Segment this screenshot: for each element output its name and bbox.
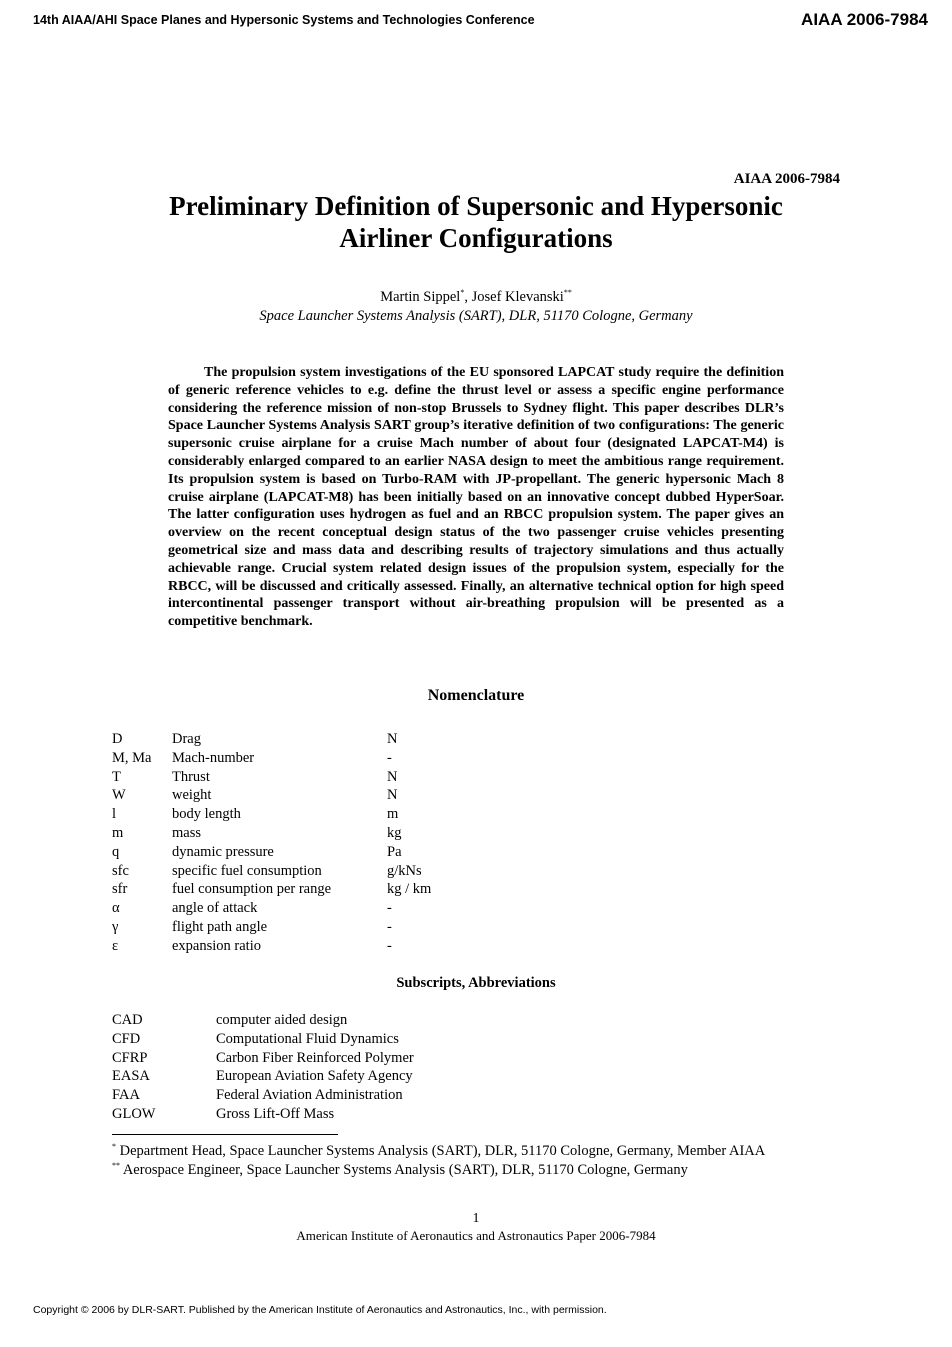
nomenclature-description: angle of attack bbox=[172, 900, 258, 917]
abbreviation-key: CFRP bbox=[112, 1049, 148, 1066]
nomenclature-description: expansion ratio bbox=[172, 937, 261, 954]
nomenclature-description: specific fuel consumption bbox=[172, 862, 322, 879]
copyright-notice: Copyright © 2006 by DLR-SART. Published by the American Institute of Aeronautics and Astronautics, Inc., with permission. bbox=[33, 1304, 607, 1316]
nomenclature-description: fuel consumption per range bbox=[172, 881, 332, 898]
nomenclature-row bbox=[112, 863, 712, 882]
page-number: 1 bbox=[472, 1211, 480, 1226]
nomenclature-unit: N bbox=[387, 731, 398, 747]
author-footnote-mark: ** bbox=[563, 288, 572, 297]
nomenclature-unit: - bbox=[387, 749, 392, 766]
abbreviation-row bbox=[112, 1068, 712, 1087]
footnote-text: Aerospace Engineer, Space Launcher Systems Analysis (SART), DLR, 51170 Cologne, Germany bbox=[122, 1161, 688, 1178]
abbreviation-meaning: Carbon Fiber Reinforced Polymer bbox=[216, 1049, 414, 1066]
nomenclature-unit: - bbox=[387, 937, 392, 954]
abbreviation-row bbox=[112, 1087, 712, 1106]
nomenclature-description: flight path angle bbox=[172, 919, 268, 935]
conference-header: 14th AIAA/AHI Space Planes and Hypersonic Systems and Technologies Conference bbox=[33, 13, 535, 27]
nomenclature-row bbox=[112, 787, 712, 806]
title-line-1: Preliminary Definition of Supersonic and Hypersonic bbox=[169, 191, 783, 221]
nomenclature-heading: Nomenclature bbox=[427, 687, 525, 704]
nomenclature-unit: g/kNs bbox=[387, 862, 422, 879]
publisher-line: American Institute of Aeronautics and Astronautics Paper 2006-7984 bbox=[296, 1228, 656, 1243]
title-line-2: Airliner Configurations bbox=[339, 223, 613, 253]
nomenclature-description: Thrust bbox=[172, 768, 210, 785]
nomenclature-row bbox=[112, 731, 712, 750]
affiliation: Space Launcher Systems Analysis (SART), DLR, 51170 Cologne, Germany bbox=[259, 308, 693, 324]
abbreviation-key: EASA bbox=[112, 1068, 150, 1085]
abbreviation-row bbox=[112, 1106, 712, 1125]
abbreviation-row bbox=[112, 1050, 712, 1069]
abbreviation-key: FAA bbox=[112, 1087, 140, 1104]
nomenclature-row bbox=[112, 769, 712, 788]
footnote bbox=[112, 1142, 765, 1160]
abbreviation-key: GLOW bbox=[112, 1106, 156, 1122]
nomenclature-unit: Pa bbox=[387, 843, 402, 860]
subscripts-heading: Subscripts, Abbreviations bbox=[396, 975, 556, 991]
nomenclature-unit: - bbox=[387, 900, 392, 917]
nomenclature-description: dynamic pressure bbox=[172, 843, 274, 860]
nomenclature-symbol: q bbox=[112, 843, 120, 860]
nomenclature-row bbox=[112, 919, 712, 938]
nomenclature-unit: N bbox=[387, 787, 398, 804]
paper-id-header: AIAA 2006-7984 bbox=[801, 10, 928, 29]
nomenclature-symbol: D bbox=[112, 731, 123, 747]
abbreviation-meaning: Gross Lift-Off Mass bbox=[216, 1106, 335, 1122]
nomenclature-unit: m bbox=[387, 806, 399, 823]
abstract: The propulsion system investigations of the EU sponsored LAPCAT study require the definition of generic reference vehicles to e.g. define the thrust level or assess a specific engine performance considering the reference mission of non-stop Brussels to Sydney flight. This paper describes DLR’s Space Launcher Systems Analysis SART group’s iterative definition of two configurations: The generic supersonic cruise airplane for a cruise Mach number of about four (designated LAPCAT-M4) is considerably enlarged compared to an earlier NASA design to meet the ambitious range requirement. Its propulsion system is based on Turbo-RAM with JP-propellant. The generic hypersonic Mach 8 cruise airplane (LAPCAT-M8) has been initially based on an innovative concept dubbed HyperSoar. The latter configuration uses hydrogen as fuel and an RBCC propulsion system. The paper gives an overview on the recent conceptual design status of the two passenger cruise vehicles presenting geometrical size and mass data and describing results of trajectory simulations and thus actually achievable range. Crucial system related design issues of the propulsion system, especially for the RBCC, will be discussed and critically assessed. Finally, an alternative technical option for high speed intercontinental passenger transport without air-breathing propulsion will be presented as a competitive benchmark. bbox=[168, 365, 784, 630]
author-name: Josef Klevanski bbox=[471, 288, 564, 305]
abbreviation-meaning: Federal Aviation Administration bbox=[216, 1087, 403, 1104]
nomenclature-description: mass bbox=[172, 825, 201, 841]
nomenclature-symbol: α bbox=[112, 900, 120, 917]
nomenclature-symbol: l bbox=[112, 806, 117, 823]
nomenclature-row bbox=[112, 806, 712, 825]
paper-id-label: AIAA 2006-7984 bbox=[733, 171, 840, 187]
abbreviation-meaning: Computational Fluid Dynamics bbox=[216, 1030, 399, 1047]
author-name: Martin Sippel bbox=[380, 288, 461, 305]
abbreviation-key: CFD bbox=[112, 1030, 141, 1047]
footnote-mark: * bbox=[112, 1142, 116, 1151]
nomenclature-row bbox=[112, 938, 712, 957]
abbreviation-meaning: European Aviation Safety Agency bbox=[216, 1068, 413, 1085]
abbreviation-row bbox=[112, 1012, 712, 1031]
nomenclature-description: Mach-number bbox=[172, 749, 255, 766]
nomenclature-row bbox=[112, 825, 712, 844]
nomenclature-unit: kg / km bbox=[387, 881, 432, 898]
nomenclature-unit: - bbox=[387, 919, 392, 935]
abbreviation-meaning: computer aided design bbox=[216, 1012, 348, 1028]
footnote-divider bbox=[112, 1134, 338, 1135]
footnote bbox=[112, 1161, 688, 1179]
footnote-text: Department Head, Space Launcher Systems Analysis (SART), DLR, 51170 Cologne, Germany, Member AIAA bbox=[119, 1142, 766, 1159]
nomenclature-symbol: sfc bbox=[112, 862, 129, 879]
nomenclature-symbol: m bbox=[112, 825, 124, 841]
nomenclature-row bbox=[112, 881, 712, 900]
nomenclature-unit: N bbox=[387, 768, 398, 785]
abbreviation-key: CAD bbox=[112, 1012, 143, 1028]
nomenclature-symbol: sfr bbox=[112, 881, 128, 898]
author-separator: , bbox=[464, 288, 472, 305]
nomenclature-symbol: T bbox=[112, 768, 121, 785]
nomenclature-row bbox=[112, 750, 712, 769]
nomenclature-description: weight bbox=[172, 787, 212, 804]
nomenclature-row bbox=[112, 900, 712, 919]
nomenclature-description: body length bbox=[172, 806, 241, 823]
nomenclature-symbol: W bbox=[112, 787, 126, 804]
nomenclature-symbol: ε bbox=[112, 937, 119, 954]
nomenclature-description: Drag bbox=[172, 731, 201, 747]
nomenclature-symbol: M, Ma bbox=[112, 749, 152, 766]
abbreviation-row bbox=[112, 1031, 712, 1050]
footnote-mark: ** bbox=[112, 1161, 120, 1170]
authors bbox=[0, 288, 952, 306]
nomenclature-symbol: γ bbox=[112, 919, 119, 935]
nomenclature-row bbox=[112, 844, 712, 863]
nomenclature-unit: kg bbox=[387, 825, 402, 841]
paper-title bbox=[0, 190, 952, 254]
author-footnote-mark: * bbox=[460, 288, 465, 297]
